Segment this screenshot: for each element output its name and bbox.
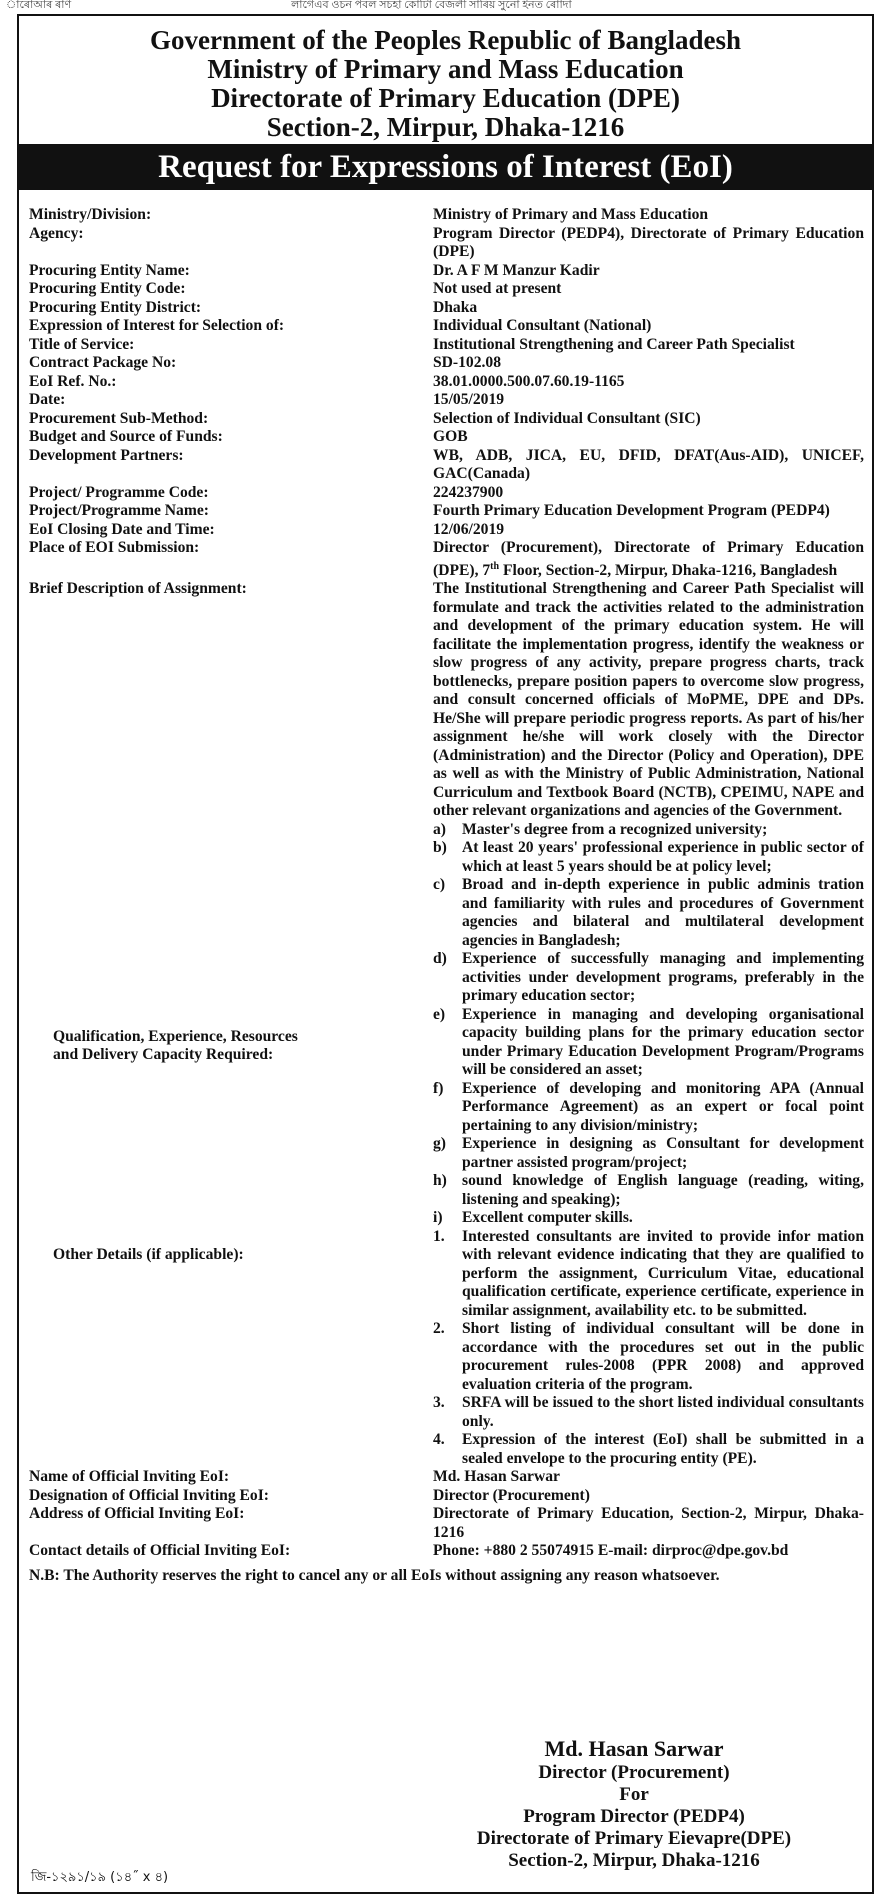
official-row <box>29 1542 864 1561</box>
field-label: Name of Official Inviting EoI: <box>29 1468 230 1486</box>
signature-block <box>399 1736 869 1872</box>
field-label: Address of Official Inviting EoI: <box>29 1505 245 1523</box>
field-value: Dr. A F M Manzur Kadir <box>433 261 600 279</box>
list-marker: g) <box>433 1135 446 1153</box>
field-value: Selection of Individual Consultant (SIC) <box>433 409 701 427</box>
qualification-item <box>433 950 864 1006</box>
field-value: Directorate of Primary Education, Section-2, Mirpur, Dhaka-1216 <box>433 1505 864 1541</box>
field-list <box>29 206 864 539</box>
field-label: Contact details of Official Inviting EoI: <box>29 1542 291 1560</box>
qualification-item <box>433 1135 864 1172</box>
field-label: Title of Service: <box>29 335 135 353</box>
field-row <box>29 262 864 281</box>
field-value: 15/05/2019 <box>433 391 505 408</box>
field-value: The Institutional Strengthening and Career Path Specialist will formulate and track the activities related to the administration and development of the primary education system. He will facilitate the implementation progress, identify the weakness or slow progress of any activity, prepare progress charts, track bottlenecks, prepare position papers to overcome slow progress, and consult concerned officials of MoPME, DPE and DPs. He/She will prepare periodic progress reports. As part of his/her assignment he/she will work closely with the Director (Administration) and the Director (Policy and Operation), DPE as well as with the Ministry of Public Administration, National Curriculum and Textbook Board (NCTB), CPEIMU, NAPE and other relevant organizations and agencies of the Government. <box>433 580 864 820</box>
field-value: Director (Procurement) <box>433 1486 590 1504</box>
signatory-program: Program Director (PEDP4) <box>523 1806 745 1827</box>
list-marker: d) <box>433 950 447 968</box>
field-label: Designation of Official Inviting EoI: <box>29 1486 269 1504</box>
field-row <box>29 484 864 503</box>
field-value: Fourth Primary Education Development Program (PEDP4) <box>433 502 830 519</box>
list-marker: c) <box>433 876 446 894</box>
field-row <box>29 206 864 225</box>
field-value: 38.01.0000.500.07.60.19-1165 <box>433 372 625 390</box>
list-text: SRFA will be issued to the short listed individual consultants only. <box>462 1394 864 1430</box>
field-row <box>29 391 864 410</box>
qualification-item <box>433 876 864 950</box>
list-text: At least 20 years' professional experience in public sector of which at least 5 years should be at policy level; <box>462 839 864 875</box>
official-row <box>29 1468 864 1487</box>
other-detail-item <box>433 1394 864 1431</box>
field-label: Expression of Interest for Selection of: <box>29 317 285 334</box>
list-marker: 4. <box>433 1431 445 1449</box>
list-text: Master's degree from a recognized university; <box>462 820 768 838</box>
field-row <box>29 428 864 447</box>
list-text: sound knowledge of English language (reading, witing, listening and speaking); <box>462 1172 864 1208</box>
field-row <box>29 447 864 484</box>
field-value: Md. Hasan Sarwar <box>433 1468 560 1486</box>
other-details-list <box>433 1228 864 1469</box>
other-label-cell <box>29 1228 433 1469</box>
signatory-designation: Director (Procurement) <box>538 1762 730 1783</box>
qualification-item <box>433 839 864 876</box>
signatory-office: Directorate of Primary Eievapre(DPE) <box>476 1828 792 1849</box>
footer-reference: জি-১২৯১/১৯ (১৪˝ x ৪) <box>31 1870 169 1885</box>
list-text: Experience in managing and developing organisational capacity building plans for the primary education sector under Primary Education Development Program/Programs will be considered an asset; <box>462 1005 864 1079</box>
top-note-center: লাগেএব ওচন পবল সচহা কোটিা বেজলী সাৰিয় সুনো ইনত ৰোাদা <box>291 0 572 11</box>
list-text: Expression of the interest (EoI) shall be submitted in a sealed envelope to the procuring entity (PE). <box>462 1431 864 1467</box>
other-detail-item <box>433 1431 864 1468</box>
signatory-address: Section-2, Mirpur, Dhaka-1216 <box>508 1850 760 1871</box>
field-label: EoI Ref. No.: <box>29 372 117 390</box>
list-text: Experience in designing as Consultant for development partner assisted program/project; <box>462 1135 864 1171</box>
eoi-title-banner: Request for Expressions of Interest (EoI) <box>19 144 872 190</box>
header-block <box>19 26 872 142</box>
field-row-brief <box>29 580 864 821</box>
header-government: Government of the Peoples Republic of Bangladesh <box>150 25 741 55</box>
notice-frame <box>17 14 874 1894</box>
field-label: Development Partners: <box>29 446 184 464</box>
notice-body <box>29 206 864 1585</box>
qualification-item <box>433 821 864 840</box>
top-note-left: াৰোআৰ ৰাণ <box>6 0 72 11</box>
field-value: Institutional Strengthening and Career Path Specialist <box>433 335 795 353</box>
list-marker: h) <box>433 1172 447 1190</box>
signatory-name: Md. Hasan Sarwar <box>544 1736 724 1761</box>
field-value: SD-102.08 <box>433 354 502 371</box>
field-row <box>29 317 864 336</box>
list-text: Broad and in-depth experience in public adminis tration and familiarity with rules and procedures of Government agencies and bilateral and multilateral development agencies in Bangladesh; <box>462 876 864 949</box>
official-row <box>29 1487 864 1506</box>
top-clipped-note <box>0 0 891 12</box>
field-value: GOB <box>433 428 468 445</box>
field-label: Budget and Source of Funds: <box>29 428 223 445</box>
field-value: Individual Consultant (National) <box>433 317 652 334</box>
list-text: Excellent computer skills. <box>462 1209 633 1227</box>
field-label: Contract Package No: <box>29 354 177 371</box>
field-value: Dhaka <box>433 298 478 316</box>
other-detail-item <box>433 1320 864 1394</box>
field-label: Project/ Programme Code: <box>29 483 209 501</box>
field-label: Procuring Entity District: <box>29 298 202 316</box>
list-marker: b) <box>433 839 447 857</box>
field-row <box>29 225 864 262</box>
field-row <box>29 336 864 355</box>
field-label: Agency: <box>29 224 84 242</box>
field-label: Procuring Entity Code: <box>29 280 186 297</box>
field-label: EoI Closing Date and Time: <box>29 520 215 538</box>
field-label: Ministry/Division: <box>29 206 152 223</box>
list-text: Short listing of individual consultant will be done in accordance with the procedures set out in the public procurement rules-2008 (PPR 2008) and approved evaluation criteria of the program. <box>462 1320 864 1393</box>
official-row <box>29 1505 864 1542</box>
list-text: Experience of successfully managing and implementing activities under development programs, preferably in the primary education sector; <box>462 950 864 1005</box>
field-value: 224237900 <box>433 483 504 501</box>
field-value: WB, ADB, JICA, EU, DFID, DFAT(Aus-AID), UNICEF, GAC(Canada) <box>433 446 864 482</box>
field-row-place <box>29 539 864 580</box>
field-row <box>29 280 864 299</box>
field-label: Place of EOI Submission: <box>29 539 200 556</box>
field-row <box>29 373 864 392</box>
authority-note: N.B: The Authority reserves the right to cancel any or all EoIs without assigning any reason whatsoever. <box>29 1566 720 1584</box>
list-text: Interested consultants are invited to provide infor mation with relevant evidence indicating that they are qualified to perform the assignment, Curriculum Vitae, educational qualification certificate, experience certificate, experience in similar assignment, availability etc. to be submitted. <box>462 1227 864 1319</box>
field-row <box>29 502 864 521</box>
header-ministry: Ministry of Primary and Mass Education <box>207 54 684 84</box>
list-marker: a) <box>433 820 446 838</box>
qualification-label: Qualification, Experience, Resources and Delivery Capacity Required: <box>53 1027 298 1064</box>
field-row <box>29 521 864 540</box>
qualification-label-cell <box>29 821 433 1228</box>
list-marker: f) <box>433 1079 444 1097</box>
field-value: Program Director (PEDP4), Directorate of Primary Education (DPE) <box>433 224 864 260</box>
qualification-item <box>433 1080 864 1136</box>
list-text: Experience of developing and monitoring APA (Annual Performance Agreement) as an expert or focal point pertaining to any division/ministry; <box>462 1079 864 1134</box>
field-label: Date: <box>29 391 66 408</box>
field-value: Not used at present <box>433 280 562 297</box>
other-details-section <box>29 1228 864 1469</box>
official-list <box>29 1468 864 1561</box>
qualification-item <box>433 1209 864 1228</box>
field-value: Phone: +880 2 55074915 E-mail: dirproc@dpe.gov.bd <box>433 1542 789 1560</box>
qualification-section <box>29 821 864 1228</box>
qualification-item <box>433 1172 864 1209</box>
field-label: Brief Description of Assignment: <box>29 580 247 598</box>
field-row <box>29 299 864 318</box>
list-marker: 2. <box>433 1320 445 1338</box>
field-value: Ministry of Primary and Mass Education <box>433 206 709 223</box>
header-address: Section-2, Mirpur, Dhaka-1216 <box>266 112 625 142</box>
list-marker: 1. <box>433 1227 445 1245</box>
field-label: Procurement Sub-Method: <box>29 409 209 427</box>
list-marker: i) <box>433 1209 443 1227</box>
qualification-list <box>433 821 864 1228</box>
list-marker: 3. <box>433 1394 445 1412</box>
field-value: 12/06/2019 <box>433 520 505 538</box>
field-label: Procuring Entity Name: <box>29 261 190 279</box>
list-marker: e) <box>433 1005 446 1023</box>
other-details-label: Other Details (if applicable): <box>53 1245 244 1263</box>
qualification-item <box>433 1006 864 1080</box>
field-value: Director (Procurement), Directorate of Primary Education (DPE), 7th Floor, Section-2, Mirpur, Dhaka-1216, Bangladesh <box>433 539 864 579</box>
header-directorate: Directorate of Primary Education (DPE) <box>211 83 680 113</box>
field-row <box>29 410 864 429</box>
other-detail-item <box>433 1228 864 1321</box>
field-label: Project/Programme Name: <box>29 502 209 519</box>
field-row <box>29 354 864 373</box>
signatory-for: For <box>619 1784 649 1805</box>
